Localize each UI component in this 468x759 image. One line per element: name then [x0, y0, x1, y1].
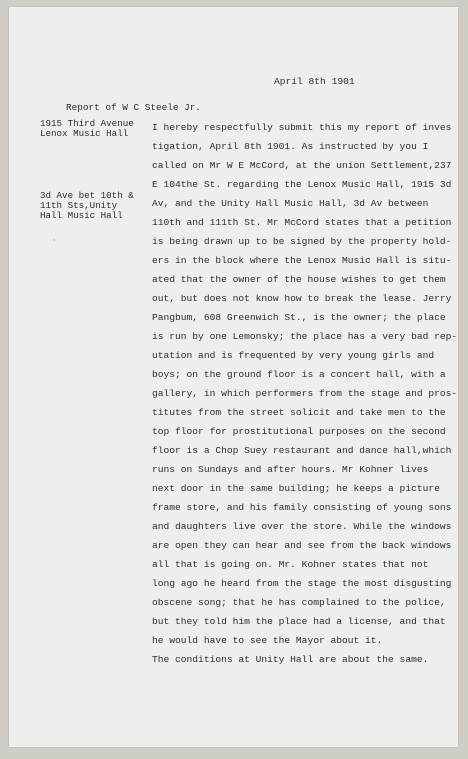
show-through-marks [339, 15, 459, 75]
body-line: are open they can hear and see from the back windows [152, 540, 452, 551]
body-line: ated that the owner of the house wishes to get them [152, 274, 446, 285]
margin-note-line: 1915 Third Avenue [40, 118, 134, 129]
body-line: out, but does not know how to break the lease. Jerry [152, 293, 452, 304]
body-line: floor is a Chop Suey restaurant and dance hall,which [152, 445, 452, 456]
body-line: E 104the St. regarding the Lenox Music Hall, 1915 3d [152, 179, 452, 190]
margin-note-lenox [40, 119, 134, 139]
report-heading: Report of W C Steele Jr. [66, 102, 202, 113]
body-line: boys; on the ground floor is a concert hall, with a [152, 369, 446, 380]
margin-note-unity [40, 191, 134, 221]
margin-note-line: 11th Sts,Unity [40, 200, 118, 211]
body-line: long ago he heard from the stage the most disgusting [152, 578, 452, 589]
closing-line: The conditions at Unity Hall are about the same. [152, 654, 429, 665]
body-line: and daughters live over the store. While the windows [152, 521, 452, 532]
body-line: I hereby respectfully submit this my report of inves [152, 122, 452, 133]
margin-note-line: 3d Ave bet 10th & [40, 190, 134, 201]
body-line: obscene song; that he has complained to the police, [152, 597, 446, 608]
body-line: 110th and 111th St. Mr McCord states that a petition [152, 217, 452, 228]
report-body [152, 118, 457, 669]
margin-note-line: Lenox Music Hall [40, 128, 129, 139]
body-line: all that is going on. Mr. Kohner states that not [152, 559, 429, 570]
body-line: next door in the same building; he keeps a picture [152, 483, 440, 494]
body-line: he would have to see the Mayor about it. [152, 635, 383, 646]
body-line: gallery, in which performers from the stage and pros- [152, 388, 458, 399]
paper-sheet [9, 7, 458, 747]
body-line: tigation, April 8th 1901. As instructed by you I [152, 141, 429, 152]
body-line: is being drawn up to be signed by the property hold- [152, 236, 452, 247]
margin-note-line: Hall Music Hall [40, 210, 123, 221]
body-line: runs on Sundays and after hours. Mr Kohner lives [152, 464, 429, 475]
body-line: frame store, and his family consisting of young sons [152, 502, 452, 513]
report-date: April 8th 1901 [274, 76, 355, 87]
body-line: utation and is frequented by very young girls and [152, 350, 435, 361]
body-line: ers in the block where the Lenox Music Hall is situ- [152, 255, 452, 266]
body-line: titutes from the street solicit and take men to the [152, 407, 446, 418]
body-line: but they told him the place had a license, and that [152, 616, 446, 627]
body-line: top floor for prostitutional purposes on the second [152, 426, 446, 437]
body-line: called on Mr W E McCord, at the union Settlement,237 [152, 160, 452, 171]
body-line: is run by one Lemonsky; the place has a very bad rep- [152, 331, 458, 342]
pencil-tick-mark: ˌ [53, 233, 56, 242]
body-line: Av, and the Unity Hall Music Hall, 3d Av between [152, 198, 429, 209]
body-line: Pangbum, 608 Greenwich St., is the owner; the place [152, 312, 446, 323]
